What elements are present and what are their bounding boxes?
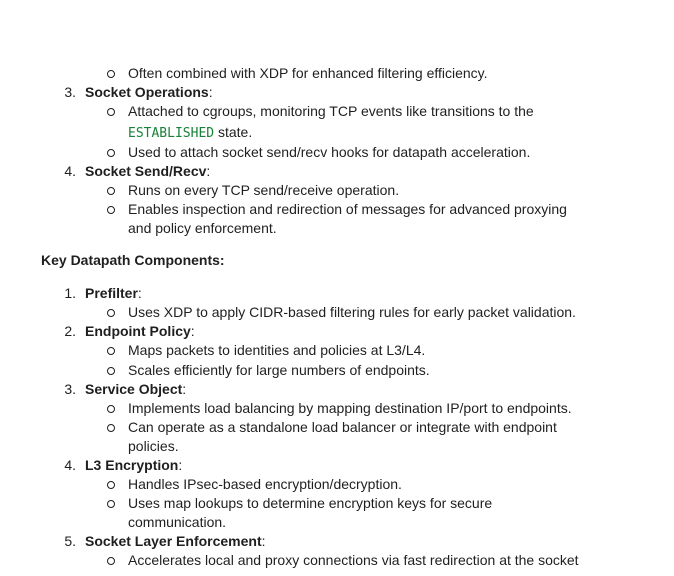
bullet-circle-icon [107, 206, 115, 214]
colon: : [261, 533, 266, 549]
list-bullet-text: Used to attach socket send/recv hooks for datapath acceleration. [128, 144, 531, 160]
list-item-title-text: Socket Layer Enforcement [85, 533, 262, 549]
list-item-title-text: L3 Encryption [85, 457, 179, 473]
list-bullet-text-cont: policies. [128, 438, 179, 454]
list-bullet-text: Often combined with XDP for enhanced filtering efficiency. [128, 65, 488, 81]
colon: : [206, 163, 211, 179]
list-item-title [85, 284, 142, 303]
bullet-circle-icon [107, 424, 115, 432]
bullet-circle-icon [107, 347, 115, 355]
list-bullet-text: Handles IPsec-based encryption/decryption. [128, 476, 402, 492]
list-bullet-text: Attached to cgroups, monitoring TCP events like transitions to the [128, 103, 534, 119]
colon: : [178, 457, 183, 473]
list-number: 1. [64, 285, 76, 301]
list-item-title-text: Service Object [85, 381, 183, 397]
list-item-title [85, 83, 213, 102]
list-item-title [85, 532, 266, 551]
bullet-circle-icon [107, 557, 115, 565]
bullet-circle-icon [107, 149, 115, 157]
section-heading: Key Datapath Components: [41, 252, 225, 268]
list-bullet-text-cont: communication. [128, 514, 227, 530]
inline-code: ESTABLISHED [128, 126, 215, 141]
list-item-title [85, 162, 210, 181]
list-bullet-text: Uses map lookups to determine encryption keys for secure [128, 495, 493, 511]
bullet-circle-icon [107, 405, 115, 413]
list-number: 5. [64, 533, 76, 549]
bullet-circle-icon [107, 187, 115, 195]
colon: : [208, 84, 213, 100]
list-item-title [85, 380, 186, 399]
bullet-circle-icon [107, 309, 115, 317]
bullet-circle-icon [107, 481, 115, 489]
list-item-title-text: Endpoint Policy [85, 323, 191, 339]
colon: : [137, 285, 142, 301]
list-bullet-text: Can operate as a standalone load balancer or integrate with endpoint [128, 419, 557, 435]
list-bullet-text: Runs on every TCP send/receive operation. [128, 182, 400, 198]
list-item-title-text: Socket Send/Recv [85, 163, 207, 179]
list-item-title [85, 456, 182, 475]
list-number: 4. [64, 457, 76, 473]
list-bullet-text: Enables inspection and redirection of messages for advanced proxying [128, 201, 567, 217]
bullet-circle-icon [107, 70, 115, 78]
list-bullet-text: Accelerates local and proxy connections via fast redirection at the socket [128, 552, 579, 568]
list-number: 4. [64, 163, 76, 179]
list-bullet-text-cont [128, 123, 252, 143]
bullet-circle-icon [107, 108, 115, 116]
list-number: 2. [64, 323, 76, 339]
list-bullet-text: Scales efficiently for large numbers of endpoints. [128, 362, 430, 378]
colon: : [182, 381, 187, 397]
bullet-circle-icon [107, 367, 115, 375]
inline-text: state. [214, 124, 253, 140]
list-item-title [85, 322, 195, 341]
colon: : [190, 323, 195, 339]
list-item-title-text: Socket Operations [85, 84, 209, 100]
list-item-title-text: Prefilter [85, 285, 138, 301]
bullet-circle-icon [107, 500, 115, 508]
list-bullet-text: Implements load balancing by mapping destination IP/port to endpoints. [128, 400, 572, 416]
list-bullet-text: Maps packets to identities and policies at L3/L4. [128, 342, 426, 358]
list-number: 3. [64, 381, 76, 397]
list-bullet-text-cont: and policy enforcement. [128, 220, 277, 236]
list-number: 3. [64, 84, 76, 100]
list-bullet-text: Uses XDP to apply CIDR-based filtering rules for early packet validation. [128, 304, 576, 320]
